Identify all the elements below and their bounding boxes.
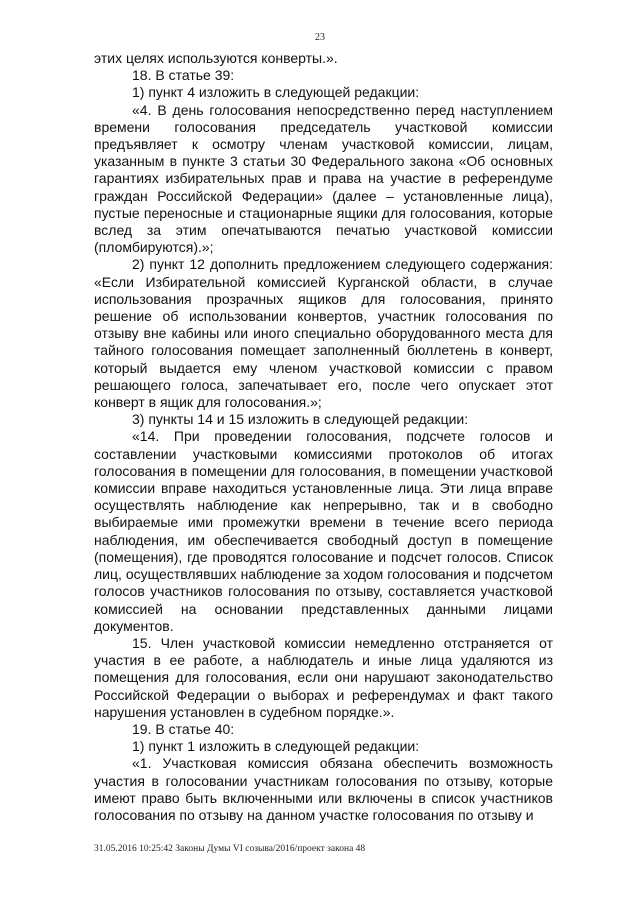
- paragraph: 18. В статье 39:: [132, 67, 235, 84]
- paragraph: 2) пункт 12 дополнить предложением следующего содержания: «Если Избирательной комиссией Курганской области, в случае использования прозрачных ящиков для голосования, принято решение об использовании конвертов, участник голосования по отзыву вне кабины или иного специально оборудованного места для тайного голосования помещает заполненный бюллетень в конверт, который выдается ему членом участковой комиссии с правом решающего голоса, запечатывает его, после чего опускает этот конверт в ящик для голосования.»;: [94, 256, 553, 411]
- paragraph: «1. Участковая комиссия обязана обеспечить возможность участия в голосовании участникам голосования по отзыву, которые имеют право быть включенными или включены в список участников голосования по отзыву на данном участке голосования по отзыву и: [94, 755, 553, 823]
- page-footer: 31.05.2016 10:25:42 Законы Думы VI созыва/2016/проект закона 48: [94, 844, 366, 854]
- paragraph: «14. При проведении голосования, подсчете голосов и составлении участковыми комиссиями протоколов об итогах голосования в помещении для голосования, в помещении участковой комиссии вправе находиться установленные лица. Эти лица вправе осуществлять наблюдение как непрерывно, так и в свободно выбираемые ими промежутки времени в течение всего периода наблюдения, им обеспечивается свободный доступ в помещение (помещения), где проводятся голосование и подсчет голосов. Список лиц, осуществлявших наблюдение за ходом голосования и подсчетом голосов участников голосования по отзыву, составляется участковой комиссией на основании представленных данными лицами документов.: [94, 428, 553, 634]
- paragraph: 1) пункт 4 изложить в следующей редакции:: [132, 84, 420, 101]
- paragraph: этих целях используются конверты.».: [94, 50, 338, 66]
- paragraph: «4. В день голосования непосредственно перед наступлением времени голосования председатель участковой комиссии предъявляет к осмотру членам участковой комиссии, лицам, указанным в пункте 3 статьи 30 Федерального закона «Об основных гарантиях избирательных прав и права на участие в референдуме граждан Российской Федерации» (далее – установленные лица), пустые переносные и стационарные ящики для голосования, которые вслед за этим опечатываются печатью участковой комиссии (пломбируются).»;: [94, 101, 553, 256]
- paragraph: 1) пункт 1 изложить в следующей редакции:: [132, 738, 420, 755]
- document-body: [94, 50, 553, 824]
- paragraph: 19. В статье 40:: [132, 720, 235, 737]
- page-number: 23: [315, 32, 325, 43]
- paragraph: 15. Член участковой комиссии немедленно отстраняется от участия в ее работе, а наблюдатель и иные лица удаляются из помещения для голосования, если они нарушают законодательство Российской Федерации о выборах и референдумах и факт такого нарушения установлен в судебном порядке.».: [94, 634, 553, 720]
- paragraph: 3) пункты 14 и 15 изложить в следующей редакции:: [132, 411, 469, 428]
